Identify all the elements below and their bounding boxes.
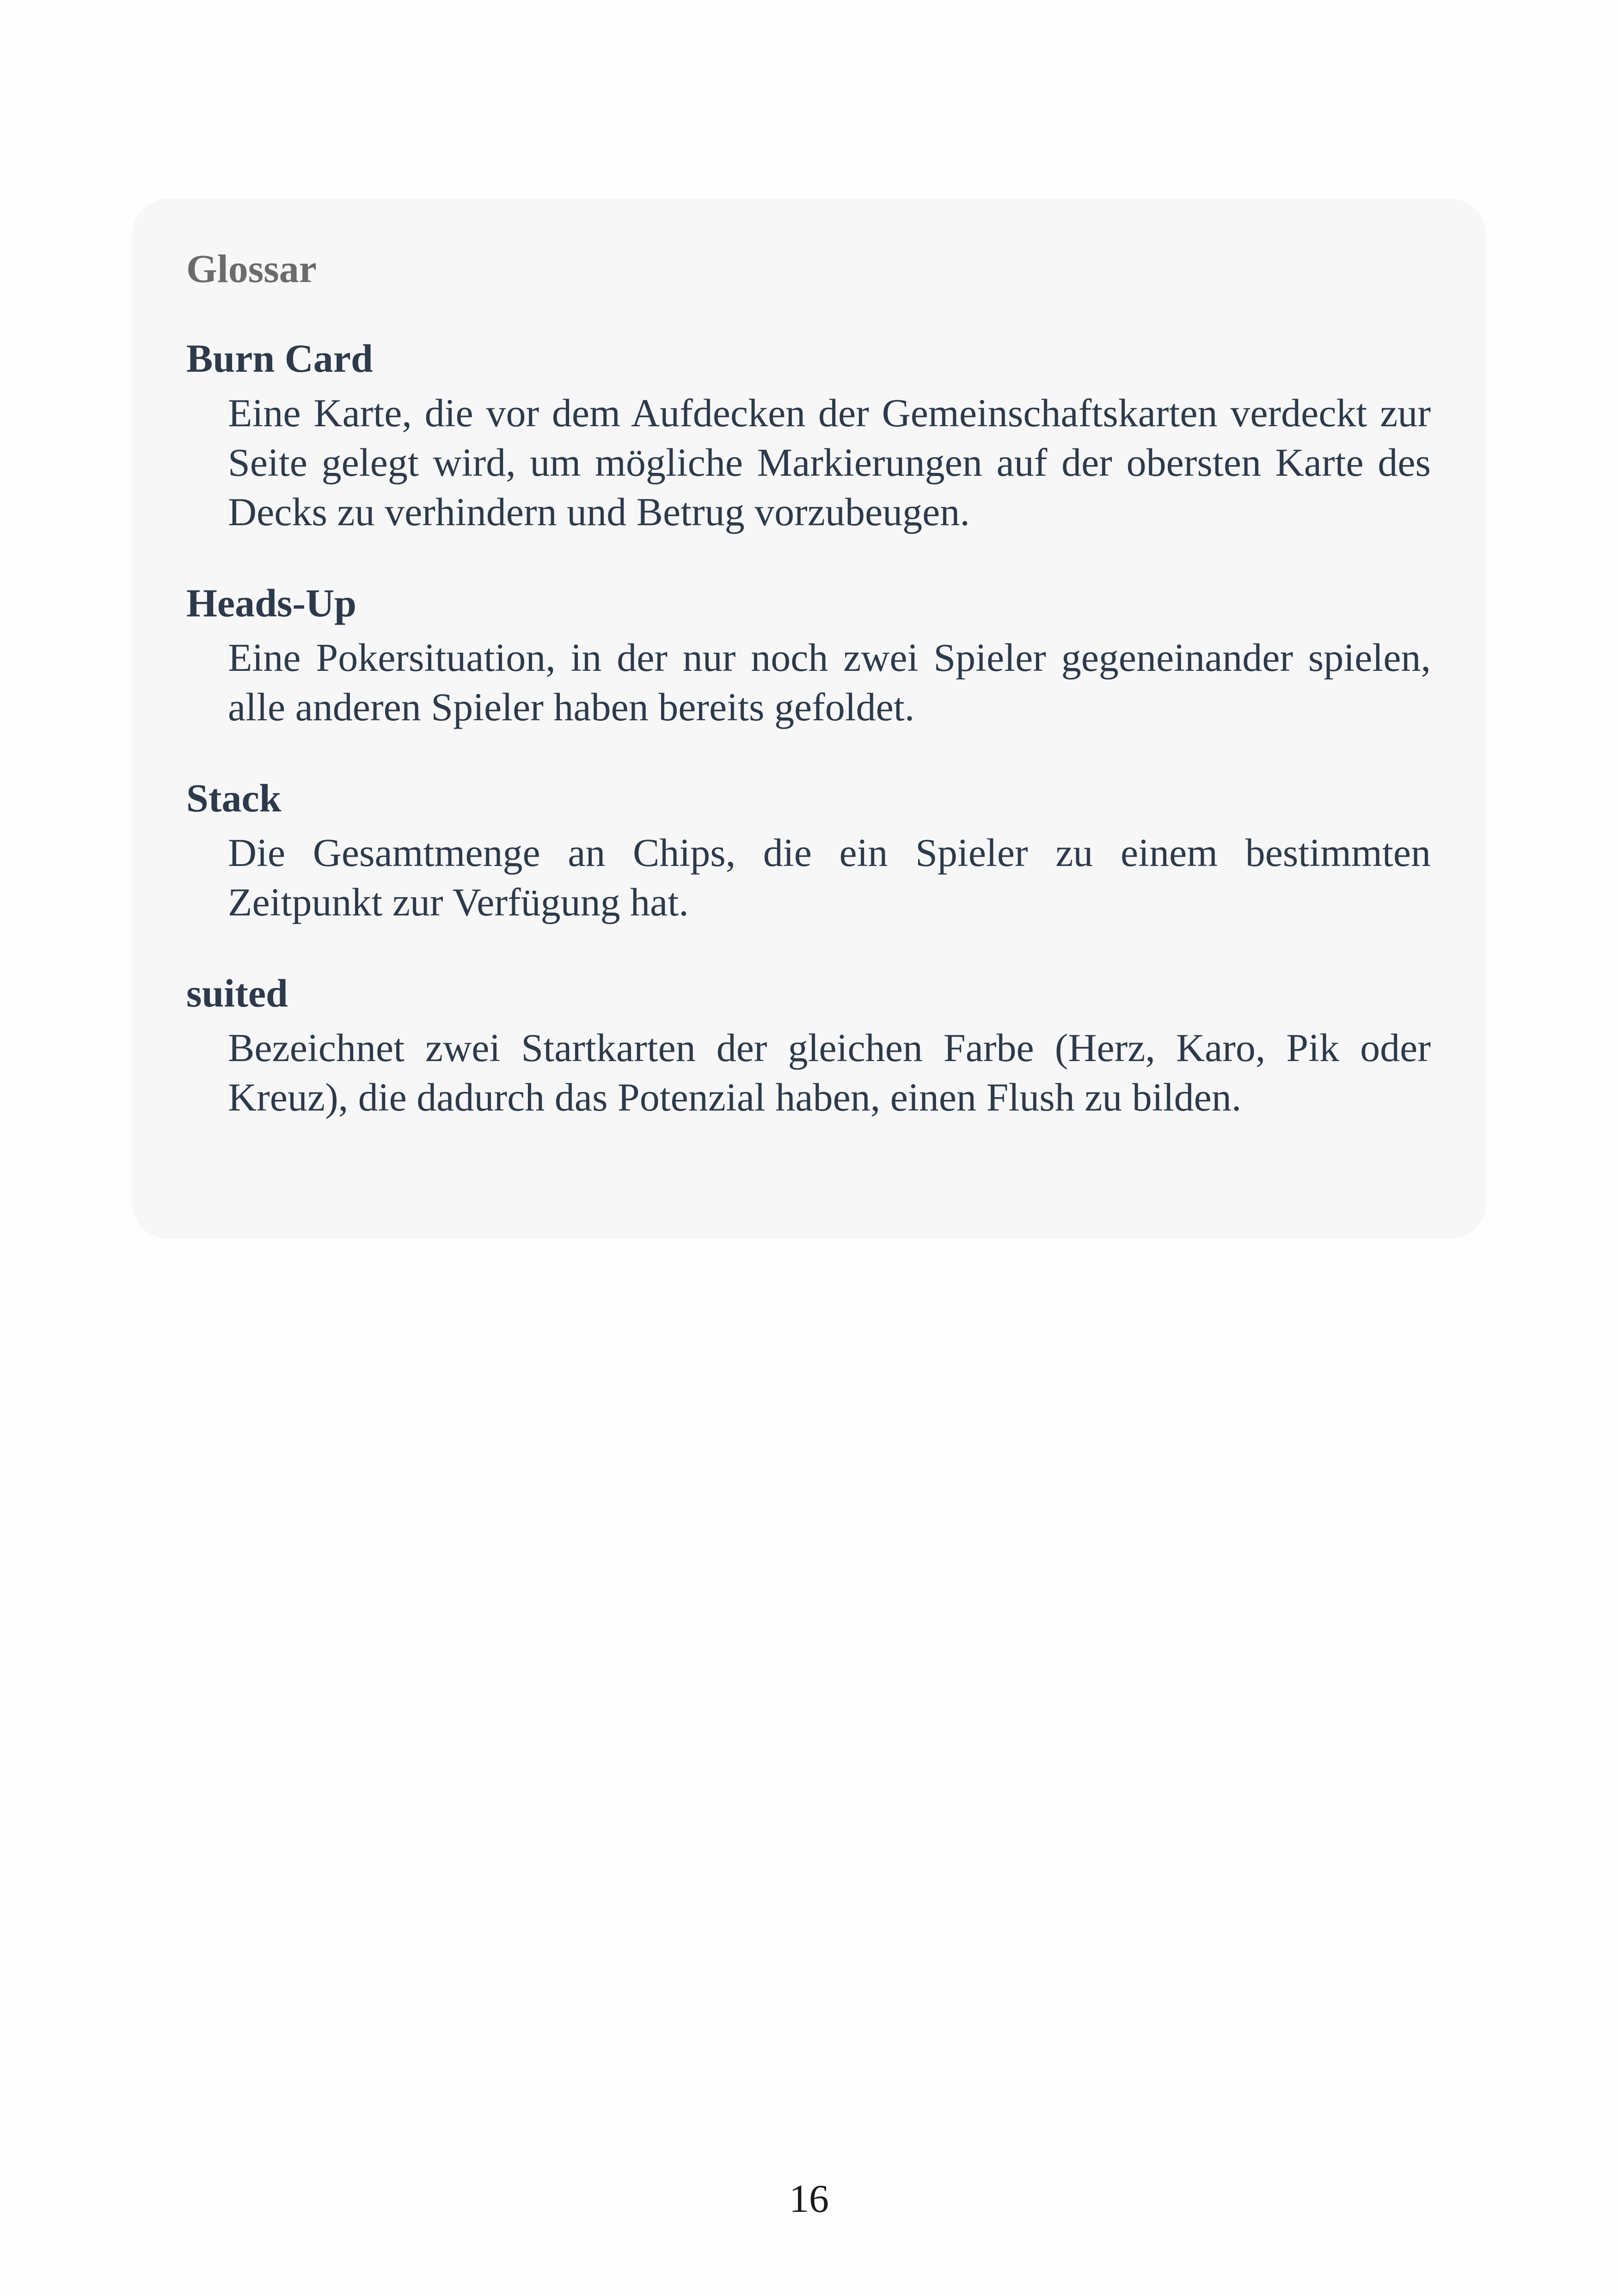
glossary-definition: Die Gesamtmenge an Chips, die ein Spieler zu einem bestimmten Zeitpunkt zur Verfügung hat. [228, 830, 1431, 924]
glossary-box [132, 199, 1486, 1239]
glossary-term: Stack [186, 776, 282, 820]
glossary-term: Burn Card [186, 336, 373, 381]
glossary-entry [186, 778, 1431, 927]
glossary-title: Glossar [186, 246, 317, 291]
glossary-definition: Bezeichnet zwei Startkarten der gleichen Farbe (Herz, Karo, Pik oder Kreuz), die dadurch das Potenzial haben, einen Flush zu bilden. [228, 1025, 1431, 1119]
glossary-term: suited [186, 971, 288, 1015]
glossary-definition: Eine Pokersituation, in der nur noch zwei Spieler gegeneinander spielen, alle anderen Spieler haben bereits gefoldet. [228, 635, 1431, 729]
page-number: 16 [789, 2176, 829, 2221]
glossary-term: Heads-Up [186, 581, 356, 625]
glossary-entry [186, 973, 1431, 1122]
glossary-entry [186, 338, 1431, 537]
glossary-entry [186, 583, 1431, 732]
glossary-definition: Eine Karte, die vor dem Aufdecken der Gemeinschaftskarten verdeckt zur Seite gelegt wird, um mögliche Markierungen auf der obersten Karte des Decks zu verhindern und Betrug vorzubeugen. [228, 391, 1431, 534]
